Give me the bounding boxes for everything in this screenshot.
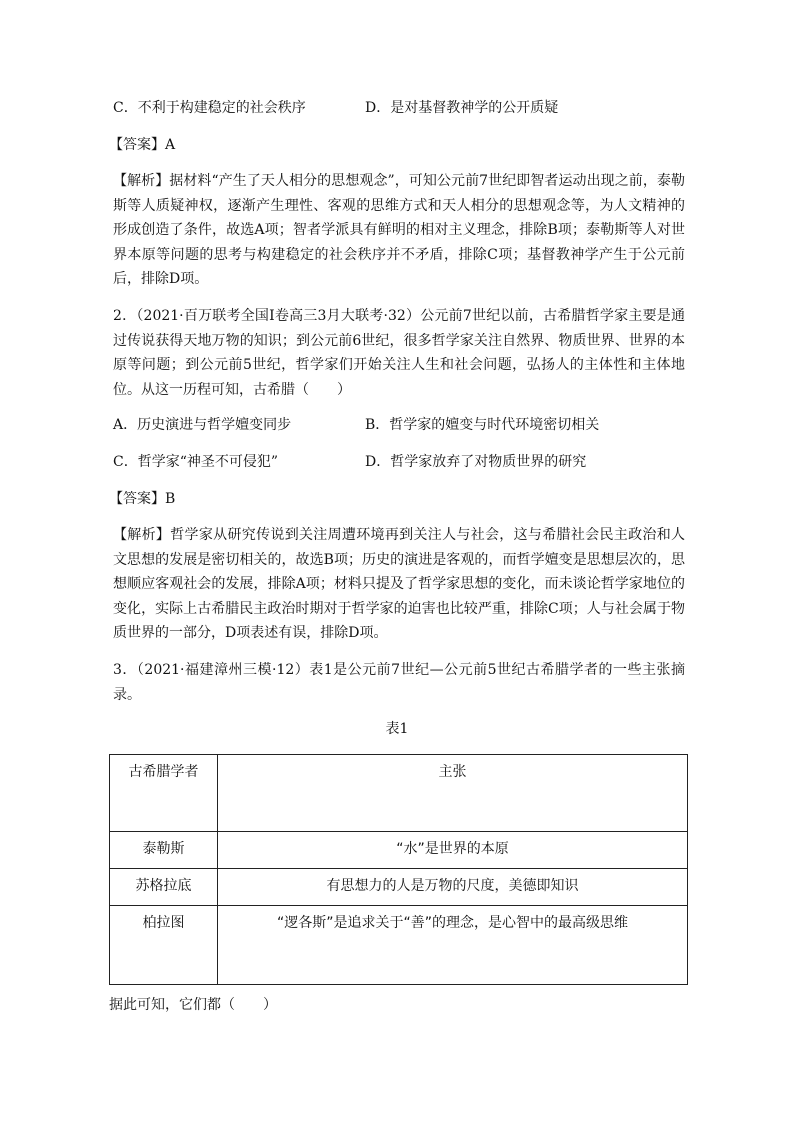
q2-analysis-text: 哲学家从研究传说到关注周遭环境再到关注人与社会，这与希腊社会民主政治和人文思想的发展是密切相关的，故选B项；历史的演进是客观的，而哲学嬗变是思想层次的，思想顺应客观社会的发展，排除A项；材料只提及了哲学家思想的变化，而未谈论哲学家地位的变化，实际上古希腊民主政治时期对于哲学家的迫害也比较严重，排除C项；人与社会属于物质世界的一部分，D项表述有误，排除D项。 xyxy=(113,527,686,641)
scholar-table xyxy=(109,754,688,985)
q1-analysis xyxy=(113,169,685,292)
table-cell-scholar: 苏格拉底 xyxy=(110,869,218,906)
q2-analysis xyxy=(113,523,685,646)
table-header-claim: 主张 xyxy=(218,755,688,832)
q1-option-c: C．不利于构建稳定的社会秩序 xyxy=(113,100,306,116)
table-caption: 表1 xyxy=(385,721,409,737)
q1-option-d: D．是对基督教神学的公开质疑 xyxy=(365,100,559,116)
q3-question-tail: 据此可知，它们都（ ） xyxy=(109,997,277,1013)
q2-stem: 2．（2021·百万联考全国Ⅰ卷高三3月大联考·32）公元前7世纪以前，古希腊哲学家主要是通过传说获得天地万物的知识；到公元前6世纪，很多哲学家关注自然界、物质世界、世界的本原等问题；到公元前5世纪，哲学家们开始关注人生和社会问题，弘扬人的主体性和主体地位。从这一历程可知，古希腊（ ） xyxy=(113,308,685,398)
table-cell-claim: 有思想力的人是万物的尺度，美德即知识 xyxy=(218,869,688,906)
q2-option-c: C．哲学家“神圣不可侵犯” xyxy=(113,454,279,470)
table-header-row xyxy=(110,755,688,832)
q2-options-cd xyxy=(113,453,693,471)
q1-answer: 【答案】A xyxy=(109,137,176,153)
q2-option-a: A．历史演进与哲学嬗变同步 xyxy=(113,417,292,433)
table-cell-claim: “逻各斯”是追求关于“善”的理念，是心智中的最高级思维 xyxy=(218,906,688,985)
q2-options-ab xyxy=(113,416,693,434)
q1-analysis-tag: 【解析】 xyxy=(113,173,170,189)
q1-options-cd xyxy=(113,99,693,117)
table-row xyxy=(110,906,688,985)
q2-answer: 【答案】B xyxy=(109,491,176,507)
q2-option-d: D．哲学家放弃了对物质世界的研究 xyxy=(365,454,587,470)
table-row xyxy=(110,832,688,869)
table-cell-scholar: 柏拉图 xyxy=(110,906,218,985)
q1-analysis-text: 据材料“产生了天人相分的思想观念”，可知公元前7世纪即智者运动出现之前，泰勒斯等人质疑神权，逐渐产生理性、客观的思维方式和天人相分的思想观念等，为人文精神的形成创造了条件，故选A项；智者学派具有鲜明的相对主义理念，排除B项；泰勒斯等人对世界本原等问题的思考与构建稳定的社会秩序并不矛盾，排除C项；基督教神学产生于公元前后，排除D项。 xyxy=(113,173,685,287)
table-row xyxy=(110,869,688,906)
table-header-scholar: 古希腊学者 xyxy=(110,755,218,832)
q2-analysis-tag: 【解析】 xyxy=(113,527,171,543)
q2-option-b: B．哲学家的嬗变与时代环境密切相关 xyxy=(365,417,600,433)
table-cell-claim: “水”是世界的本原 xyxy=(218,832,688,869)
q3-stem: 3．（2021·福建漳州三模·12）表1是公元前7世纪—公元前5世纪古希腊学者的一些主张摘录。 xyxy=(113,662,685,703)
table-cell-scholar: 泰勒斯 xyxy=(110,832,218,869)
